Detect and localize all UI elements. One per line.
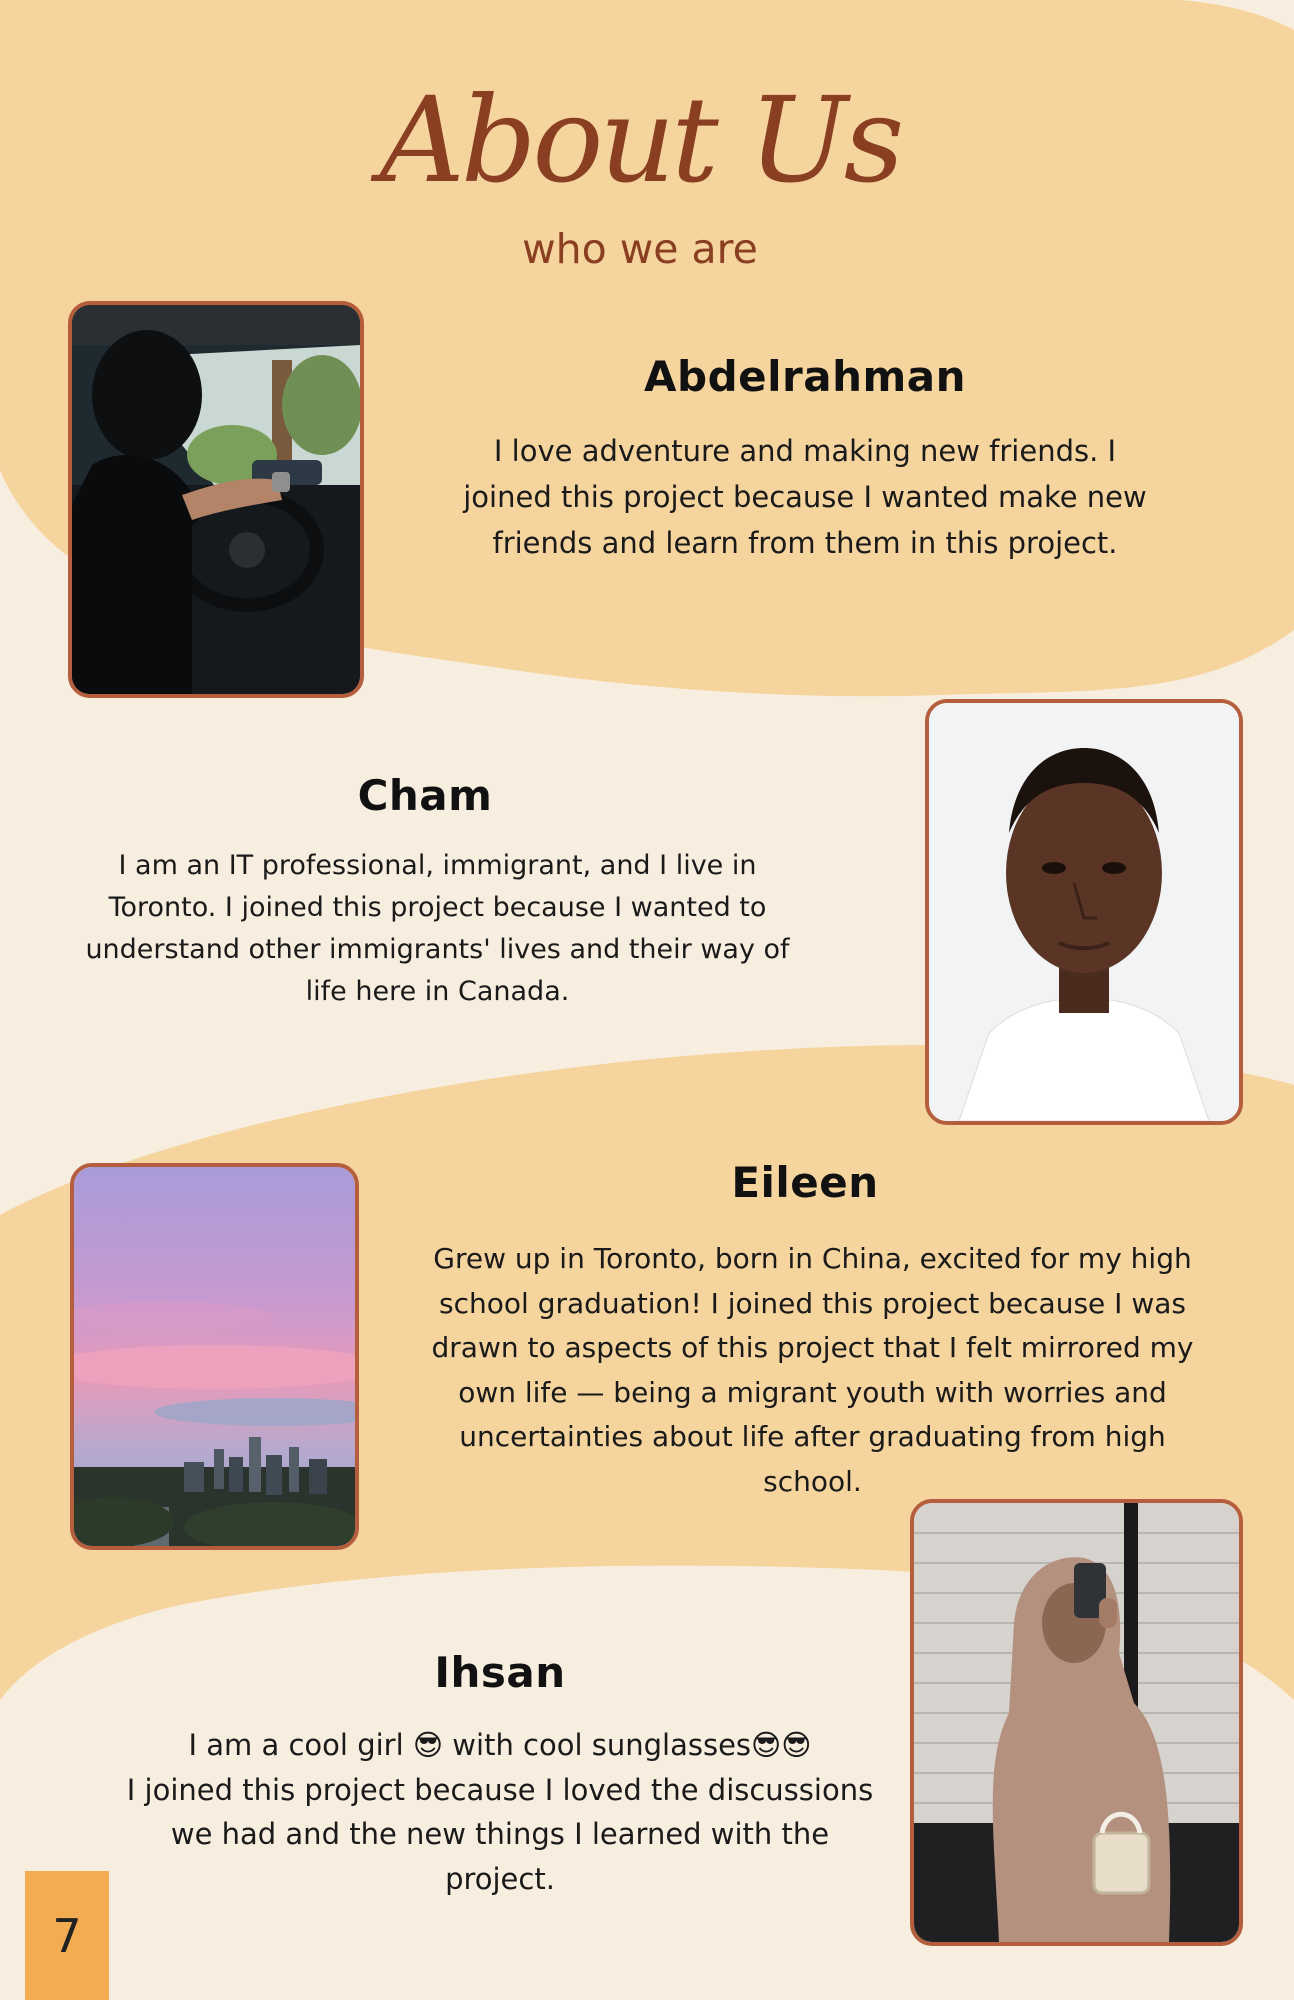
photo-abdelrahman xyxy=(68,301,364,698)
photo-cham xyxy=(925,699,1243,1125)
photo-ihsan xyxy=(910,1499,1243,1946)
member-bio-eileen: Grew up in Toronto, born in China, excited for my high school graduation! I joined this project because I was drawn to aspects of this project that I felt mirrored my own life — being a migrant youth with worries and uncertainties about life after graduating from high school. xyxy=(431,1242,1194,1498)
member-name-abdelrahman: Abdelrahman xyxy=(644,352,966,401)
driving-car-photo xyxy=(72,305,360,694)
sunset-skyline-photo xyxy=(74,1167,355,1546)
member-bio-abdelrahman: I love adventure and making new friends. I joined this project because I wanted make new friends and learn from them in this project. xyxy=(463,434,1147,560)
member-bio-ihsan-line1: I am a cool girl 😎 with cool sunglasses😎😎 xyxy=(188,1728,812,1762)
member-name-eileen: Eileen xyxy=(731,1158,879,1207)
portrait-photo xyxy=(929,703,1239,1121)
photo-eileen xyxy=(70,1163,359,1550)
member-bio-ihsan xyxy=(125,1723,875,1901)
member-name-ihsan: Ihsan xyxy=(434,1648,566,1697)
page-title: About Us xyxy=(379,71,901,209)
member-bio-ihsan-line2: I joined this project because I loved the discussions we had and the new things I learned with the project. xyxy=(126,1772,874,1896)
mirror-selfie-photo xyxy=(914,1503,1239,1942)
member-name-cham: Cham xyxy=(357,771,493,820)
member-bio-cham: I am an IT professional, immigrant, and I live in Toronto. I joined this project because I wanted to understand other immigrants' lives and their way of life here in Canada. xyxy=(85,850,790,1007)
page-subtitle: who we are xyxy=(522,225,758,273)
page-number: 7 xyxy=(25,1871,109,2000)
